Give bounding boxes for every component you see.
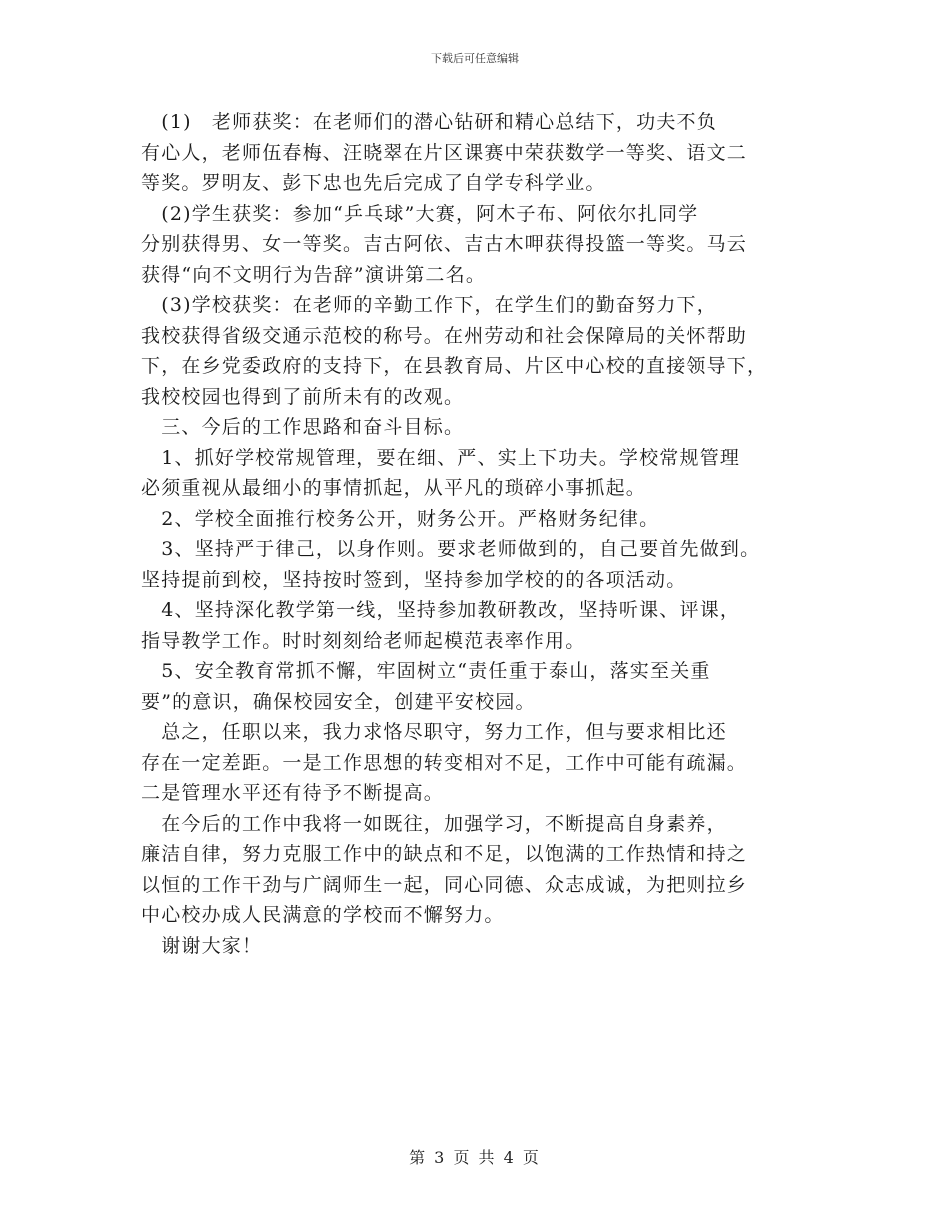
page-number: 第 3 页 共 4 页 <box>409 1148 541 1167</box>
text-line: 二是管理水平还有待予不断提高。 <box>141 782 445 804</box>
text-line: (1) 老师获奖：在老师们的潜心钻研和精心总结下，功夫不负 <box>141 111 717 133</box>
closing-line: 谢谢大家！ <box>141 934 263 957</box>
text-line: 有心人，老师伍春梅、汪晓翠在片区课赛中荣获数学一等奖、语文二 <box>141 141 748 164</box>
text-line: 坚持提前到校，坚持按时签到，坚持参加学校的的各项活动。 <box>141 568 687 591</box>
text-line: (3)学校获奖：在老师的辛勤工作下，在学生们的勤奋努力下， <box>141 294 717 316</box>
text-line: 我校校园也得到了前所未有的改观。 <box>141 385 465 408</box>
text-line: 等奖。罗明友、彭下忠也先后完成了自学专科学业。 <box>141 172 606 194</box>
text-line: (2)学生获奖：参加“乒乓球”大赛，阿木子布、阿依尔扎同学 <box>141 202 699 225</box>
text-line: 3、坚持严于律己，以身作则。要求老师做到的，自己要首先做到。 <box>141 538 761 560</box>
text-line: 存在一定差距。一是工作思想的转变相对不足，工作中可能有疏漏。 <box>141 751 748 774</box>
text-line: 总之，任职以来，我力求恪尽职守，努力工作，但与要求相比还 <box>141 721 727 743</box>
text-line: 下，在乡党委政府的支持下，在县教育局、片区中心校的直接领导下， <box>141 355 768 377</box>
document-body <box>141 107 813 961</box>
text-line: 我校获得省级交通示范校的称号。在州劳动和社会保障局的关怀帮助 <box>141 324 748 347</box>
text-line: 在今后的工作中我将一如既往，加强学习，不断提高自身素养， <box>141 812 727 835</box>
text-line: 必须重视从最细小的事情抓起，从平凡的琐碎小事抓起。 <box>141 477 647 499</box>
text-line: 指导教学工作。时时刻刻给老师起模范表率作用。 <box>141 629 586 652</box>
text-line: 5、安全教育常抓不懈，牢固树立“责任重于泰山，落实至关重 <box>141 660 711 682</box>
page-header: 下载后可任意编辑 <box>431 52 519 65</box>
text-line: 以恒的工作干劲与广阔师生一起，同心同德、众志成诚，为把则拉乡 <box>141 873 748 896</box>
text-line: 1、抓好学校常规管理，要在细、严、实上下功夫。学校常规管理 <box>141 446 741 469</box>
text-line: 分别获得男、女一等奖。吉古阿依、吉古木呷获得投篮一等奖。马云 <box>141 233 748 255</box>
text-line: 4、坚持深化教学第一线，坚持参加教研教改，坚持听课、评课， <box>141 599 741 621</box>
text-line: 要”的意识，确保校园安全，创建平安校园。 <box>141 690 536 713</box>
section-heading: 三、今后的工作思路和奋斗目标。 <box>141 416 465 438</box>
text-line: 2、学校全面推行校务公开，财务公开。严格财务纪律。 <box>141 507 660 530</box>
text-line: 中心校办成人民满意的学校而不懈努力。 <box>141 904 505 926</box>
text-line: 廉洁自律，努力克服工作中的缺点和不足，以饱满的工作热情和持之 <box>141 843 748 865</box>
text-line: 获得“向不文明行为告辞”演讲第二名。 <box>141 263 487 286</box>
